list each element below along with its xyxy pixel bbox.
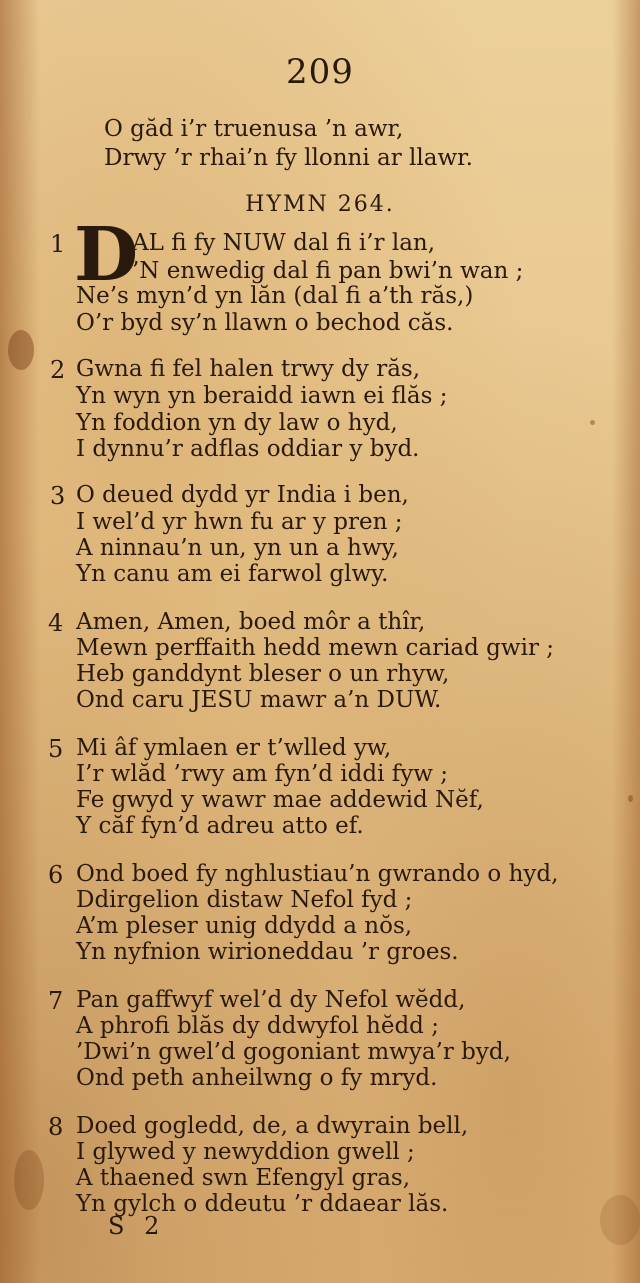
verse-line: Yn nyfnion wirioneddau ’r groes. — [76, 939, 459, 965]
verse-number: 4 — [48, 609, 64, 637]
verse-line: ’Dwi’n gwel’d gogoniant mwya’r byd, — [76, 1039, 511, 1065]
verse-line: A thaened swn Efengyl gras, — [76, 1165, 411, 1191]
verse-line: Gwna fi fel halen trwy dy răs, — [76, 356, 421, 382]
intro-line: O găd i’r truenusa ’n awr, — [104, 116, 404, 142]
verse-line: I dynnu’r adflas oddiar y byd. — [76, 436, 420, 462]
page-number: 209 — [286, 52, 354, 92]
verse-line: O deued dydd yr India i ben, — [76, 482, 409, 508]
intro-line: Drwy ’r rhai’n fy llonni ar llawr. — [104, 145, 473, 171]
foxing-stain — [8, 330, 34, 370]
verse-line: Yn canu am ei farwol glwy. — [76, 561, 389, 587]
verse-line: Yn wyn yn beraidd iawn ei flăs ; — [76, 383, 448, 409]
verse-line: Ond peth anheilwng o fy mryd. — [76, 1065, 438, 1091]
verse-number: 2 — [50, 356, 66, 384]
verse-line: Mi âf ymlaen er t’wlled yw, — [76, 735, 392, 761]
verse-line: AL fi fy NUW dal fi i’r lan, — [132, 230, 436, 256]
foxing-stain — [600, 1195, 640, 1245]
verse-line: Ond caru JESU mawr a’n DUW. — [76, 687, 442, 713]
verse-line: O’r byd sy’n llawn o bechod căs. — [76, 310, 454, 336]
verse-line: Y căf fyn’d adreu atto ef. — [76, 813, 364, 839]
verse-line: Ne’s myn’d yn lăn (dal fi a’th răs,) — [76, 283, 474, 309]
verse-line: Heb ganddynt bleser o un rhyw, — [76, 661, 450, 687]
foxing-stain — [590, 420, 595, 425]
verse-line: A phrofi blăs dy ddwyfol hĕdd ; — [76, 1013, 439, 1039]
verse-line: Mewn perffaith hedd mewn cariad gwir ; — [76, 635, 555, 661]
verse-line: I wel’d yr hwn fu ar y pren ; — [76, 509, 403, 535]
verse-number: 6 — [48, 861, 64, 889]
drop-cap: D — [74, 212, 139, 298]
verse-number: 5 — [48, 735, 64, 763]
verse-line: Yn foddion yn dy law o hyd, — [76, 410, 398, 436]
verse-line: ’N enwedig dal fi pan bwi’n wan ; — [132, 258, 524, 284]
verse-line: A ninnau’n un, yn un a hwy, — [76, 535, 399, 561]
verse-line: A’m pleser unig ddydd a nŏs, — [76, 913, 413, 939]
verse-line: Fe gwyd y wawr mae addewid Nĕf, — [76, 787, 484, 813]
verse-line: Pan gaffwyf wel’d dy Nefol wĕdd, — [76, 987, 466, 1013]
verse-line: Amen, Amen, boed môr a thîr, — [76, 609, 426, 635]
verse-number: 1 — [50, 230, 66, 258]
hymn-title: HYMN 264. — [245, 192, 395, 217]
verse-line: I glywed y newyddion gwell ; — [76, 1139, 415, 1165]
foxing-stain — [14, 1150, 44, 1210]
verse-line: I’r wlăd ’rwy am fyn’d iddi fyw ; — [76, 761, 449, 787]
verse-line: Ond boed fy nghlustiau’n gwrando o hyd, — [76, 861, 559, 887]
verse-number: 8 — [48, 1113, 64, 1141]
verse-number: 7 — [48, 987, 64, 1015]
verse-number: 3 — [50, 482, 66, 510]
verse-line: Ddirgelion distaw Nefol fyd ; — [76, 887, 413, 913]
signature-mark: S 2 — [108, 1212, 166, 1240]
verse-line: Yn gylch o ddeutu ’r ddaear lăs. — [76, 1191, 449, 1217]
foxing-stain — [628, 795, 633, 802]
verse-line: Doed gogledd, de, a dwyrain bell, — [76, 1113, 469, 1139]
